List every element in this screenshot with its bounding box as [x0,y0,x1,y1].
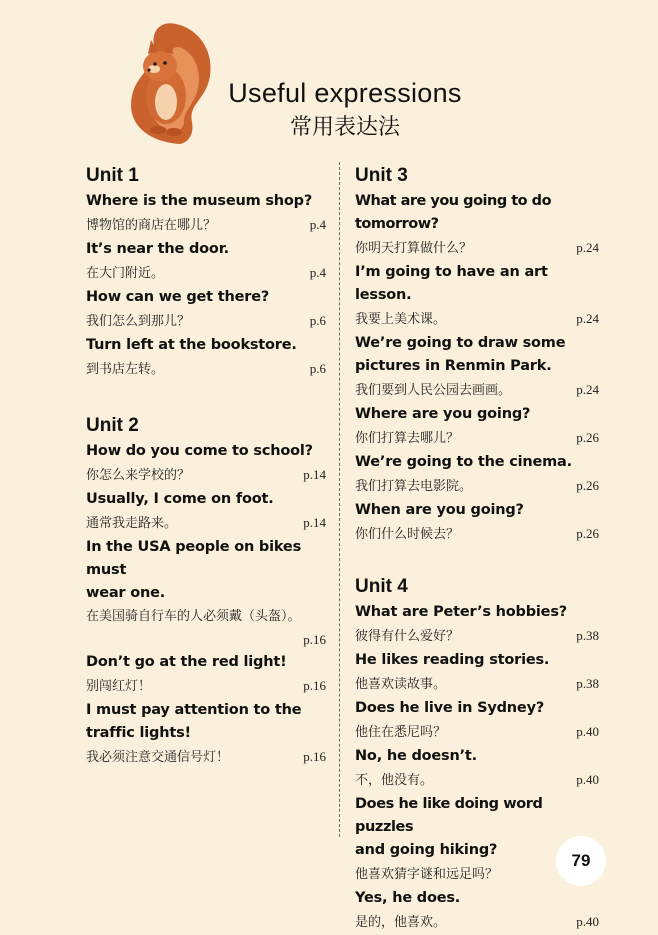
expression-entry [86,286,332,334]
english-expression: Where is the museum shop? [86,193,313,209]
english-expression: How can we get there? [86,289,270,305]
english-expression: Don’t go at the red light! [86,654,287,670]
page-reference: p.26 [576,478,599,493]
expression-entry [355,601,605,649]
page-number: 79 [556,836,606,886]
page-reference: p.14 [303,515,326,530]
chinese-translation: 他住在悉尼吗？ [355,725,447,740]
english-expression: Usually, I come on foot. [86,491,274,507]
chinese-translation: 我必须注意交通信号灯！ [86,750,230,765]
english-expression: No, he doesn’t. [355,748,477,764]
chinese-translation: 我们打算去电影院。 [355,479,473,494]
page-reference: p.16 [303,632,326,647]
chinese-translation: 他喜欢猜字谜和远足吗？ [355,867,499,882]
chinese-translation: 他喜欢读故事。 [355,677,447,692]
page-reference: p.6 [309,313,326,328]
page-reference: p.16 [303,678,326,693]
english-expression: He likes reading stories. [355,652,550,668]
english-expression-line2: pictures in Renmin Park. [355,358,552,374]
expression-entry [86,334,332,382]
english-expression: Where are you going? [355,406,531,422]
english-expression: How do you come to school? [86,443,313,459]
english-expression: Turn left at the bookstore. [86,337,297,353]
page-reference: p.40 [576,772,599,787]
expression-entry [355,745,605,793]
english-expression: Does he live in Sydney? [355,700,545,716]
expression-entry [355,451,605,499]
english-expression-line1: I must pay attention to the [86,702,302,718]
english-expression: What are Peter’s hobbies? [355,604,567,620]
page-reference: p.14 [303,467,326,482]
expression-entry [355,887,605,935]
expression-entry [355,190,605,261]
unit-heading: Unit 4 [355,576,408,597]
page-reference: p.16 [303,749,326,764]
english-expression: It’s near the door. [86,241,229,257]
page-title: Useful expressions [228,78,462,108]
english-expression-line1: Does he like doing word puzzles [355,796,543,835]
page-subtitle-chinese: 常用表达法 [289,115,400,140]
page-reference: p.4 [309,265,326,280]
english-expression-line1: We’re going to draw some [355,335,566,351]
english-expression-line2: and going hiking? [355,842,498,858]
right-column [355,164,605,935]
expression-entry [355,261,605,332]
unit-heading: Unit 1 [86,165,139,186]
expression-entry [86,699,332,770]
left-column [86,164,332,770]
column-divider [339,162,340,837]
expression-entry [355,332,605,403]
expression-entry [86,440,332,488]
chinese-translation: 你们什么时候去？ [355,527,460,542]
chinese-translation: 不，他没有。 [355,773,434,788]
page-reference: p.40 [576,914,599,929]
english-expression: I’m going to have an art lesson. [355,264,548,303]
english-expression-line2: wear one. [86,585,166,601]
chinese-translation: 博物馆的商店在哪儿？ [86,218,217,233]
expression-entry [355,403,605,451]
unit-heading: Unit 2 [86,415,139,436]
page-reference: p.26 [576,526,599,541]
chinese-translation: 通常我走路来。 [86,516,178,531]
expression-entry [86,488,332,536]
chinese-translation: 在大门附近。 [86,266,165,281]
page-reference: p.6 [309,361,326,376]
unit-heading: Unit 3 [355,165,408,186]
page-reference: p.40 [576,724,599,739]
page-reference: p.24 [576,382,599,397]
english-expression-line2: traffic lights! [86,725,191,741]
english-expression: When are you going? [355,502,524,518]
chinese-translation: 别闯红灯！ [86,679,152,694]
squirrel-illustration [118,14,218,154]
expression-entry [355,499,605,547]
chinese-translation: 你明天打算做什么？ [355,241,473,256]
expression-entry [86,190,332,238]
expression-entry [355,649,605,697]
chinese-translation: 是的，他喜欢。 [355,915,447,930]
page-reference: p.26 [576,430,599,445]
chinese-translation: 我们怎么到那儿？ [86,314,191,329]
page-reference: p.38 [576,628,599,643]
chinese-translation: 你怎么来学校的？ [86,468,191,483]
chinese-translation: 彼得有什么爱好？ [355,629,460,644]
english-expression-line1: In the USA people on bikes must [86,539,301,578]
expression-entry [355,697,605,745]
chinese-translation: 到书店左转。 [86,362,165,377]
english-expression: What are you going to do tomorrow? [355,193,552,232]
chinese-translation: 在美国骑自行车的人必须戴（头盔）。 [86,609,301,624]
page-reference: p.24 [576,240,599,255]
english-expression: Yes, he does. [355,890,461,906]
chinese-translation: 我要上美术课。 [355,312,447,327]
page-reference: p.4 [309,217,326,232]
expression-entry [86,651,332,699]
page-reference: p.38 [576,676,599,691]
page-reference: p.24 [576,311,599,326]
expression-entry [86,238,332,286]
english-expression: We’re going to the cinema. [355,454,572,470]
chinese-translation: 你们打算去哪儿？ [355,431,460,446]
expression-entry [86,536,332,651]
chinese-translation: 我们要到人民公园去画画。 [355,383,512,398]
